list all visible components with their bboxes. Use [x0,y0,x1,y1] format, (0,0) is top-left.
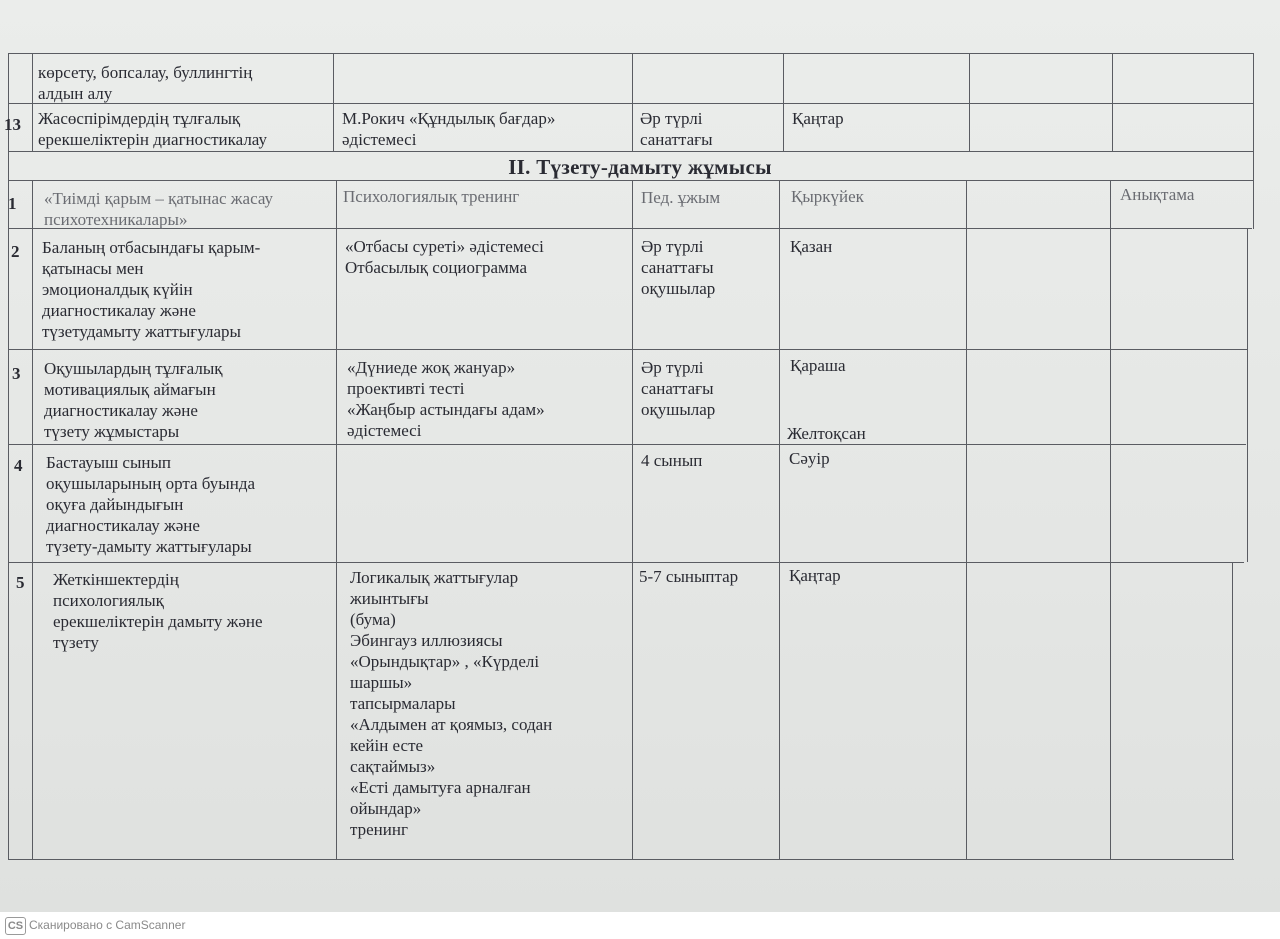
method-cell: Логикалық жаттығулар жиынтығы (бума) Эбингауз иллюзиясы «Орындықтар» , «Күрделі шаршы» тапсырмалары «Алдымен ат қоямыз, содан кейін есте сақтаймыз» «Есті дамытуға арналған ойындар» тренинг [350,568,553,839]
column-border [1110,180,1111,859]
row-border [8,444,1246,445]
footer-text: Сканировано с CamScanner [29,918,186,932]
column-border [783,53,784,151]
target-cell: Пед. ұжым [641,188,721,207]
column-border [1112,53,1113,151]
topic-cell: «Тиімді қарым – қатынас жасау психотехникалары» [44,189,274,229]
camscanner-logo-icon: CS [5,917,26,935]
column-border [779,180,780,859]
target-cell: 4 сынып [641,451,703,470]
method-cell: М.Рокич «Құндылық бағдар» әдістемесі [342,109,556,149]
row-border [8,349,1248,350]
scanner-footer [0,912,1280,939]
date-cell: Сәуір [789,449,830,468]
topic-cell: Жасөспірімдердің тұлғалық ерекшеліктерін диагностикалау [38,109,267,149]
section-title: II. Түзету-дамыту жұмысы [508,155,772,179]
column-border [632,53,633,151]
topic-cell: көрсету, бопсалау, буллингтің алдын алу [38,63,253,103]
column-border [966,180,967,859]
column-border [1232,562,1233,859]
column-border [32,53,33,151]
column-border [32,180,33,859]
row-border [8,562,1244,563]
date-cell: Қыркүйек [791,187,864,206]
row-number: 1 [8,194,17,213]
method-cell: «Отбасы суреті» әдістемесі Отбасылық социограмма [345,237,544,277]
target-cell: Әр түрлі санаттағы оқушылар [641,358,716,419]
note-cell: Анықтама [1120,185,1195,204]
date-cell: Қаңтар [789,566,841,585]
date-cell: Қаңтар [792,109,844,128]
row-border [8,180,1254,181]
target-cell: Әр түрлі санаттағы оқушылар [641,237,716,298]
date-cell: Қазан [790,237,833,256]
row-border [8,151,1254,152]
topic-cell: Баланың отбасындағы қарым- қатынасы мен эмоционалдық күйін диагностикалау және түзетудамыту жаттығулары [42,238,261,341]
row-number: 4 [14,456,23,475]
row-number: 5 [16,573,25,592]
date-cell: Қараша [790,356,846,375]
column-border [1247,228,1248,562]
target-cell: 5-7 сыныптар [639,567,739,586]
topic-cell: Оқушылардың тұлғалық мотивациялық аймағын диагностикалау және түзету жұмыстары [44,359,223,441]
row-border [8,859,1234,860]
row-number: 3 [12,364,21,383]
column-border [632,180,633,859]
column-border [969,53,970,151]
column-border [333,53,334,151]
column-border [1253,53,1254,229]
row-number: 2 [11,242,20,261]
method-cell: Психологиялық тренинг [343,187,520,206]
date-cell-secondary: Желтоқсан [787,424,866,443]
method-cell: «Дүниеде жоқ жануар» проективті тесті «Жаңбыр астындағы адам» әдістемесі [347,358,545,440]
row-border [8,53,1254,54]
column-border [336,180,337,859]
target-cell: Әр түрлі санаттағы [640,109,713,149]
topic-cell: Бастауыш сынып оқушыларының орта буында оқуға дайындығын диагностикалау және түзету-дамыту жаттығулары [46,453,256,556]
topic-cell: Жеткіншектердің психологиялық ерекшеліктерін дамыту және түзету [53,570,263,652]
row-number: 13 [4,115,21,134]
